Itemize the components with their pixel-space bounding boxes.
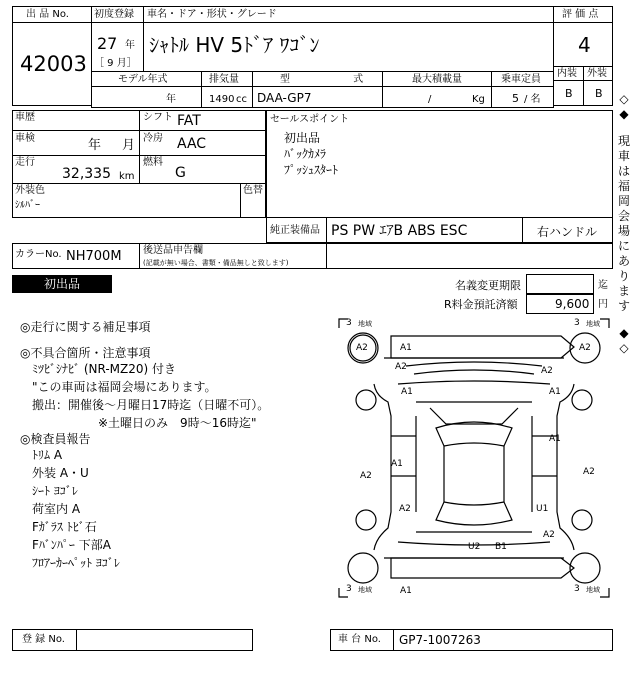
damage-mark: A2 [583, 467, 595, 477]
damage-mark: A1 [400, 586, 412, 596]
ac-label: 冷房 [143, 133, 163, 144]
first-listing-badge: 初出品 [12, 275, 112, 293]
damage-mark: A2 [541, 366, 553, 376]
load-unit: Kg [472, 94, 485, 105]
defect-line-4: ※土曜日のみ 9時～16時迄" [98, 416, 257, 430]
exterior-grade: B [595, 87, 603, 100]
sales-point-3: ﾌﾟｯｼｭｽﾀｰﾄ [284, 163, 339, 177]
driving-notes-title: ◎走行に関する補足事項 [20, 320, 151, 334]
type-label: 型 式 [280, 74, 364, 85]
damage-mark: B1 [495, 542, 507, 552]
side-char: ま [617, 284, 630, 298]
capacity-label: 乗車定員 [501, 74, 541, 85]
equipment-value: PS PW ｴｱB ABS ESC [331, 223, 468, 239]
after-parts-label: 後送品申告欄 [143, 245, 203, 256]
load-value: / [428, 94, 432, 105]
side-char: 福 [617, 179, 630, 193]
damage-mark: A2 [579, 343, 591, 353]
first-reg-year-unit: 年 [125, 40, 135, 51]
model-year-label: モデル年式 [118, 74, 168, 85]
shift-value: FAT [177, 113, 201, 129]
sales-point-label: セールスポイント [270, 114, 350, 125]
damage-mark: U2 [468, 542, 481, 552]
inspector-line-2: 外装 A・U [32, 466, 89, 480]
side-char: あ [617, 254, 630, 268]
inspector-line-6: Fﾊﾞﾝﾊﾟｰ 下部A [32, 538, 111, 552]
steering-value: 右ハンドル [537, 225, 598, 239]
history-label: 車歴 [15, 112, 35, 123]
chassis-value: GP7-1007263 [399, 633, 481, 647]
corner-tr-label: 3 [574, 318, 580, 328]
corner-br-unit: 地域 [586, 586, 600, 594]
side-char: す [617, 299, 630, 313]
inspector-line-3: ｼｰﾄ ﾖｺﾞﾚ [32, 484, 78, 498]
name-change-unit: 迄 [598, 280, 608, 291]
inspection-label: 車検 [15, 133, 35, 144]
capacity-value: 5 [512, 92, 519, 105]
damage-mark: A2 [395, 362, 407, 372]
inspection-month: 月 [122, 138, 136, 153]
inspector-line-1: ﾄﾘﾑ A [32, 448, 63, 462]
mileage-unit: km [119, 171, 135, 182]
side-char: 車 [617, 149, 630, 163]
damage-mark: A1 [401, 387, 413, 397]
damage-mark: A2 [399, 504, 411, 514]
overall-grade: 4 [578, 33, 591, 57]
displacement-value: 1490 [209, 94, 235, 105]
shift-label: シフト [143, 112, 173, 123]
defect-line-1: ﾐﾂﾋﾞｼﾅﾋﾞ (NR-MZ20) 付き [32, 362, 176, 376]
recycle-unit: 円 [598, 299, 608, 310]
side-char: ◆ [619, 107, 629, 121]
location-side-note [616, 92, 632, 356]
mileage-label: 走行 [15, 157, 35, 168]
defects-title: ◎不具合箇所・注意事項 [20, 346, 151, 360]
lot-no-label: 出 品 No. [26, 9, 69, 20]
chassis-label: 車 台 No. [338, 634, 381, 645]
side-char: り [617, 269, 630, 283]
first-reg-year: 27 [97, 34, 118, 53]
capacity-unit: / 名 [524, 94, 541, 105]
sales-point-2: ﾊﾞｯｸｶﾒﾗ [284, 147, 327, 161]
inspector-line-7: ﾌﾛｱｰｶｰﾍﾟｯﾄ ﾖｺﾞﾚ [32, 556, 120, 570]
color-no-label: カラーNo. [15, 249, 62, 260]
side-char: は [617, 164, 630, 178]
vehicle-diagram [336, 316, 612, 600]
inspector-line-5: Fｶﾞﾗｽ ﾄﾋﾞ石 [32, 520, 97, 534]
name-change-label: 名義変更期限 [455, 279, 521, 292]
name-change-field [526, 274, 594, 294]
lot-number: 42003 [20, 52, 87, 76]
damage-mark: A2 [543, 530, 555, 540]
side-char: ◇ [619, 92, 629, 106]
model-year-unit: 年 [166, 94, 176, 105]
corner-bl-label: 3 [346, 584, 352, 594]
model-name: ｼｬﾄﾙ HV 5ﾄﾞｱ ﾜｺﾞﾝ [149, 33, 320, 57]
recycle-value: 9,600 [555, 297, 590, 311]
grade-label: 評 価 点 [562, 9, 599, 20]
defect-line-3: 搬出：開催後～月曜日17時迄（日曜不可）。 [32, 398, 270, 412]
equipment-label: 純正装備品 [270, 225, 320, 236]
mileage-value: 32,335 [62, 166, 111, 182]
first-reg-month: ［ 9 月］ [94, 58, 137, 69]
interior-grade-label: 内装 [557, 68, 577, 79]
defect-line-2: "この車両は福岡会場にあります。 [32, 380, 217, 394]
recycle-label: R料金預託済額 [444, 298, 518, 311]
exterior-color-value: ｼﾙﾊﾞｰ [15, 200, 40, 211]
corner-bl-unit: 地域 [358, 586, 372, 594]
exterior-grade-label: 外装 [587, 68, 607, 79]
inspector-title: ◎検査員報告 [20, 432, 91, 446]
repaint-label: 色替 [243, 185, 263, 196]
displacement-unit: cc [236, 94, 247, 105]
corner-tl-unit: 地域 [358, 320, 372, 328]
corner-br-label: 3 [574, 584, 580, 594]
ac-value: AAC [177, 136, 207, 152]
inspection-year: 年 [88, 138, 102, 153]
sales-point-1: 初出品 [284, 131, 321, 145]
side-char: に [617, 239, 630, 253]
type-value: DAA-GP7 [257, 91, 312, 105]
inspector-line-4: 荷室内 A [32, 502, 81, 516]
damage-mark: A1 [549, 387, 561, 397]
corner-tl-label: 3 [346, 318, 352, 328]
side-char: 岡 [617, 194, 630, 208]
fuel-value: G [175, 165, 186, 181]
interior-grade: B [565, 87, 573, 100]
side-char: 会 [617, 209, 630, 223]
exterior-color-label: 外装色 [15, 185, 45, 196]
color-no-value: NH700M [66, 249, 122, 264]
side-char: ◆ [619, 326, 629, 340]
corner-tr-unit: 地域 [586, 320, 600, 328]
damage-mark: A1 [400, 343, 412, 353]
damage-mark: A2 [356, 343, 368, 353]
damage-mark: U1 [536, 504, 549, 514]
damage-mark: A2 [360, 471, 372, 481]
side-char: 場 [617, 224, 630, 238]
side-char: ◇ [619, 341, 629, 355]
displacement-label: 排気量 [209, 74, 239, 85]
load-label: 最大積載量 [412, 74, 462, 85]
model-name-label: 車名・ドア・形状・グレード [147, 9, 277, 20]
first-reg-label: 初度登録 [94, 9, 134, 20]
registration-label: 登 録 No. [22, 634, 65, 645]
fuel-label: 燃料 [143, 157, 163, 168]
damage-mark: A1 [391, 459, 403, 469]
damage-mark: A1 [549, 434, 561, 444]
after-parts-note: (記載が無い場合、書類・備品無しと致します) [143, 259, 289, 267]
side-char: 現 [617, 134, 630, 148]
